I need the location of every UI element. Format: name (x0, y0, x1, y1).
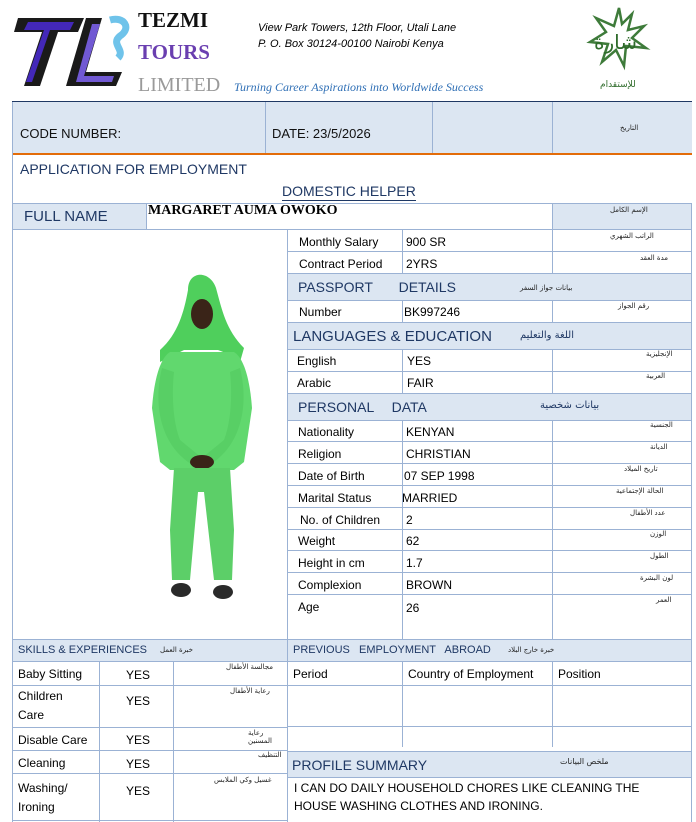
full-name-label: FULL NAME (24, 208, 108, 225)
company-name-line3: LIMITED (138, 74, 221, 96)
previous-employment-header: PREVIOUS EMPLOYMENT ABROAD (293, 644, 491, 656)
english-value: YES (407, 354, 432, 368)
skill-childcare-label: Children Care (18, 689, 63, 722)
passport-number-label: Number (299, 305, 342, 319)
passport-header (298, 279, 456, 295)
skill-disablecare-label: Disable Care (18, 733, 88, 747)
complexion-label: Complexion (298, 578, 362, 592)
salary-label: Monthly Salary (299, 235, 379, 249)
skill-washing-label: Washing/ Ironing (18, 781, 68, 814)
salary-value: 900 SR (406, 235, 447, 249)
complexion-value: BROWN (406, 578, 452, 592)
skill-babysitting-ar: مجالسة الأطفال (226, 663, 274, 671)
company-address-line1: View Park Towers, 12th Floor, Utali Lane (258, 22, 457, 34)
nationality-label: Nationality (298, 425, 355, 439)
marital-value: MARRIED (402, 491, 458, 505)
profile-header: PROFILE SUMMARY (292, 757, 428, 773)
skill-cleaning-label: Cleaning (18, 756, 66, 770)
partner-logo-sub: للإستقدام (600, 80, 636, 90)
company-address-line2: P. O. Box 30124-00100 Nairobi Kenya (258, 38, 444, 50)
contract-label: Contract Period (299, 257, 383, 271)
personal-header-text2: DATA (391, 399, 427, 415)
dob-ar: تاريخ الميلاد (624, 465, 658, 473)
skill-washing-value: YES (126, 784, 151, 798)
code-number-label: CODE NUMBER: (20, 126, 122, 141)
arabic-value: FAIR (407, 376, 434, 390)
company-name-line2: TOURS (138, 40, 210, 64)
passport-header-ar: بيانات جواز السفر (520, 284, 573, 292)
full-name-value: MARGARET AUMA OWOKO (148, 203, 338, 218)
date-label: DATE: 23/5/2026 (272, 126, 371, 141)
skill-disablecare-ar: رعاية المسنين (248, 729, 272, 745)
height-ar: الطول (650, 552, 669, 560)
previous-col-country: Country of Employment (408, 667, 534, 681)
skills-header: SKILLS & EXPERIENCES (18, 644, 147, 656)
languages-header: LANGUAGES & EDUCATION (293, 328, 492, 345)
previous-col-position: Position (558, 667, 601, 681)
height-value: 1.7 (406, 556, 423, 570)
children-value: 2 (406, 513, 413, 527)
salary-ar: الراتب الشهري (610, 232, 654, 240)
partner-logo-text: شارة (594, 30, 637, 54)
passport-number-ar: رقم الجواز (618, 302, 650, 310)
age-value: 26 (406, 601, 420, 615)
arabic-ar: العربية (646, 372, 666, 380)
company-tagline: Turning Career Aspirations into Worldwide Success (234, 80, 484, 94)
skill-cleaning-ar: التنظيف (258, 751, 282, 759)
children-label: No. of Children (300, 513, 381, 527)
partner-logo (584, 4, 654, 96)
full-name-ar: الإسم الكامل (610, 206, 648, 214)
english-label: English (297, 354, 337, 368)
arabic-label: Arabic (297, 376, 332, 390)
skill-childcare-value: YES (126, 694, 151, 708)
weight-label: Weight (298, 534, 336, 548)
passport-number-value: BK997246 (404, 305, 461, 319)
personal-header-text: PERSONAL (298, 399, 374, 415)
marital-ar: الحالة الإجتماعية (616, 487, 664, 495)
religion-label: Religion (298, 447, 342, 461)
skill-disablecare-value: YES (126, 733, 151, 747)
skill-babysitting-label: Baby Sitting (18, 667, 83, 681)
previous-col-period: Period (293, 667, 328, 681)
age-ar: العمر (656, 596, 672, 604)
complexion-ar: لون البشرة (640, 574, 674, 582)
profile-header-ar: ملخص البيانات (560, 757, 609, 766)
contract-value: 2YRS (406, 257, 438, 271)
skills-header-ar: خبرة العمل (160, 646, 193, 654)
weight-value: 62 (406, 534, 420, 548)
skill-washing-ar: غسيل وكي الملابس (214, 776, 272, 784)
personal-header-ar: بيانات شخصية (540, 400, 600, 411)
company-name-line1: TEZMI (138, 8, 209, 32)
profile-text: I CAN DO DAILY HOUSEHOLD CHORES LIKE CLEANING THE HOUSE WASHING CLOTHES AND IRONING. (294, 781, 640, 813)
passport-header-text2: DETAILS (398, 279, 456, 295)
personal-header (298, 399, 427, 415)
marital-label: Marital Status (298, 491, 372, 505)
previous-employment-header-ar: خبرة خارج البلاد (508, 646, 555, 654)
passport-header-text: PASSPORT (298, 279, 373, 295)
nationality-ar: الجنسية (650, 421, 673, 429)
english-ar: الإنجليزية (646, 350, 673, 358)
children-ar: عدد الأطفال (630, 509, 666, 517)
age-label: Age (298, 600, 320, 614)
skill-cleaning-value: YES (126, 757, 151, 771)
nationality-value: KENYAN (406, 425, 455, 439)
dob-label: Date of Birth (298, 469, 365, 483)
religion-ar: الديانة (650, 443, 668, 451)
languages-header-ar: اللغة والتعليم (520, 330, 574, 341)
position-title: DOMESTIC HELPER (282, 183, 416, 199)
applicant-photo (12, 230, 287, 639)
contract-ar: مدة العقد (640, 254, 668, 262)
weight-ar: الوزن (650, 530, 667, 538)
height-label: Height in cm (298, 556, 365, 570)
dob-value: 07 SEP 1998 (404, 469, 475, 483)
date-ar: التاريخ (620, 124, 639, 132)
skill-childcare-ar: رعاية الأطفال (230, 687, 270, 695)
application-title: APPLICATION FOR EMPLOYMENT (20, 161, 247, 177)
religion-value: CHRISTIAN (406, 447, 471, 461)
company-logo (14, 14, 132, 90)
skill-babysitting-value: YES (126, 668, 151, 682)
